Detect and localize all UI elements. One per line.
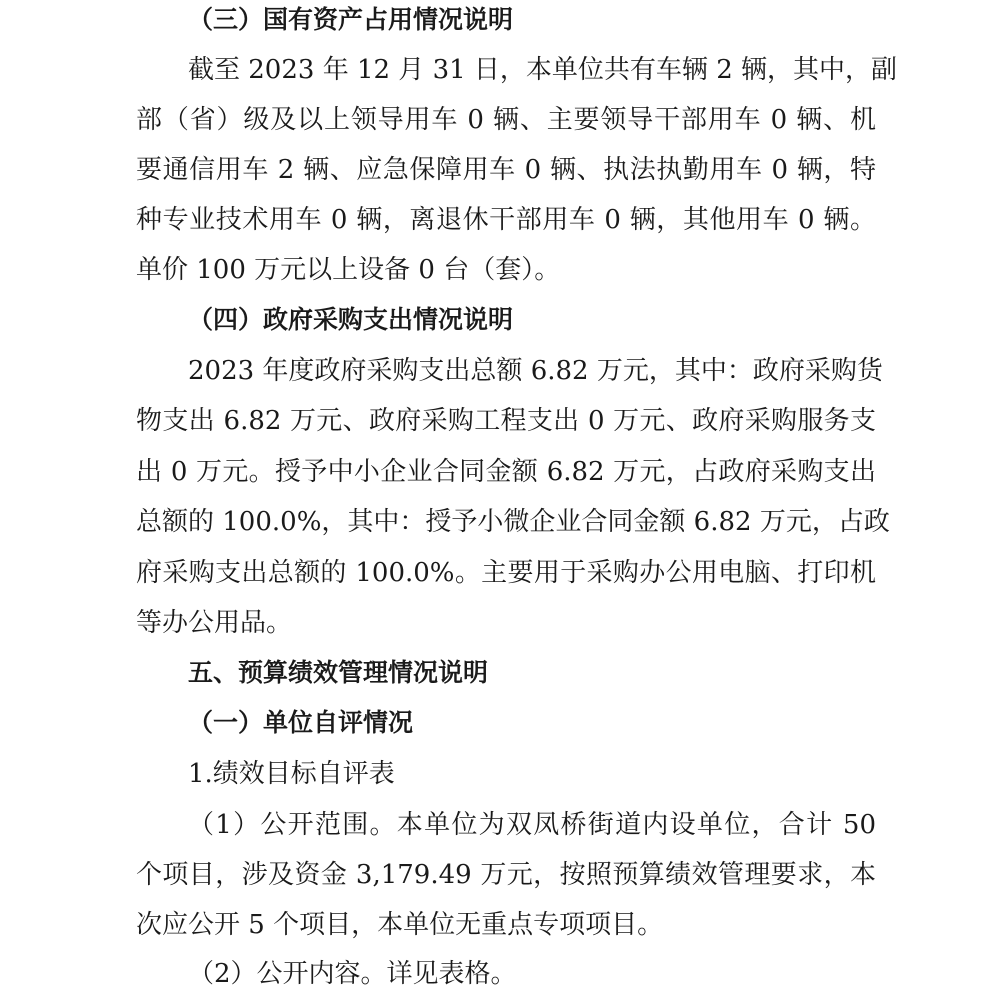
paragraph-line: 2023 年度政府采购支出总额 6.82 万元，其中：政府采购货 (188, 356, 883, 386)
paragraph-line: 次应公开 5 个项目，本单位无重点专项项目。 (136, 910, 664, 940)
heading-self-evaluation: （一）单位自评情况 (188, 708, 414, 737)
paragraph-line: 物支出 6.82 万元、政府采购工程支出 0 万元、政府采购服务支 (136, 406, 876, 436)
paragraph-line: 出 0 万元。授予中小企业合同金额 6.82 万元，占政府采购支出 (136, 457, 876, 487)
paragraph-line: 总额的 100.0%，其中：授予小微企业合同金额 6.82 万元，占政 (136, 507, 890, 537)
section-heading-performance: 五、预算绩效管理情况说明 (188, 658, 489, 687)
paragraph-line: 要通信用车 2 辆、应急保障用车 0 辆、执法执勤用车 0 辆，特 (136, 155, 876, 185)
paragraph-line: 府采购支出总额的 100.0%。主要用于采购办公用电脑、打印机 (136, 558, 876, 588)
paragraph-line: 单价 100 万元以上设备 0 台（套）。 (136, 255, 561, 285)
paragraph-line: 种专业技术用车 0 辆，离退休干部用车 0 辆，其他用车 0 辆。 (136, 205, 876, 235)
heading-government-procurement: （四）政府采购支出情况说明 (188, 305, 514, 334)
paragraph-line: 截至 2023 年 12 月 31 日，本单位共有车辆 2 辆，其中，副 (188, 55, 897, 85)
paragraph-line: （1）公开范围。本单位为双凤桥街道内设单位，合计 50 (188, 810, 876, 840)
item-performance-table: 1.绩效目标自评表 (188, 759, 395, 789)
paragraph-line: 个项目，涉及资金 3,179.49 万元，按照预算绩效管理要求，本 (136, 860, 876, 890)
paragraph-line: 等办公用品。 (136, 608, 293, 638)
heading-state-assets: （三）国有资产占用情况说明 (188, 5, 514, 34)
paragraph-line: （2）公开内容。详见表格。 (188, 959, 517, 989)
paragraph-line: 部（省）级及以上领导用车 0 辆、主要领导干部用车 0 辆、机 (136, 105, 876, 135)
